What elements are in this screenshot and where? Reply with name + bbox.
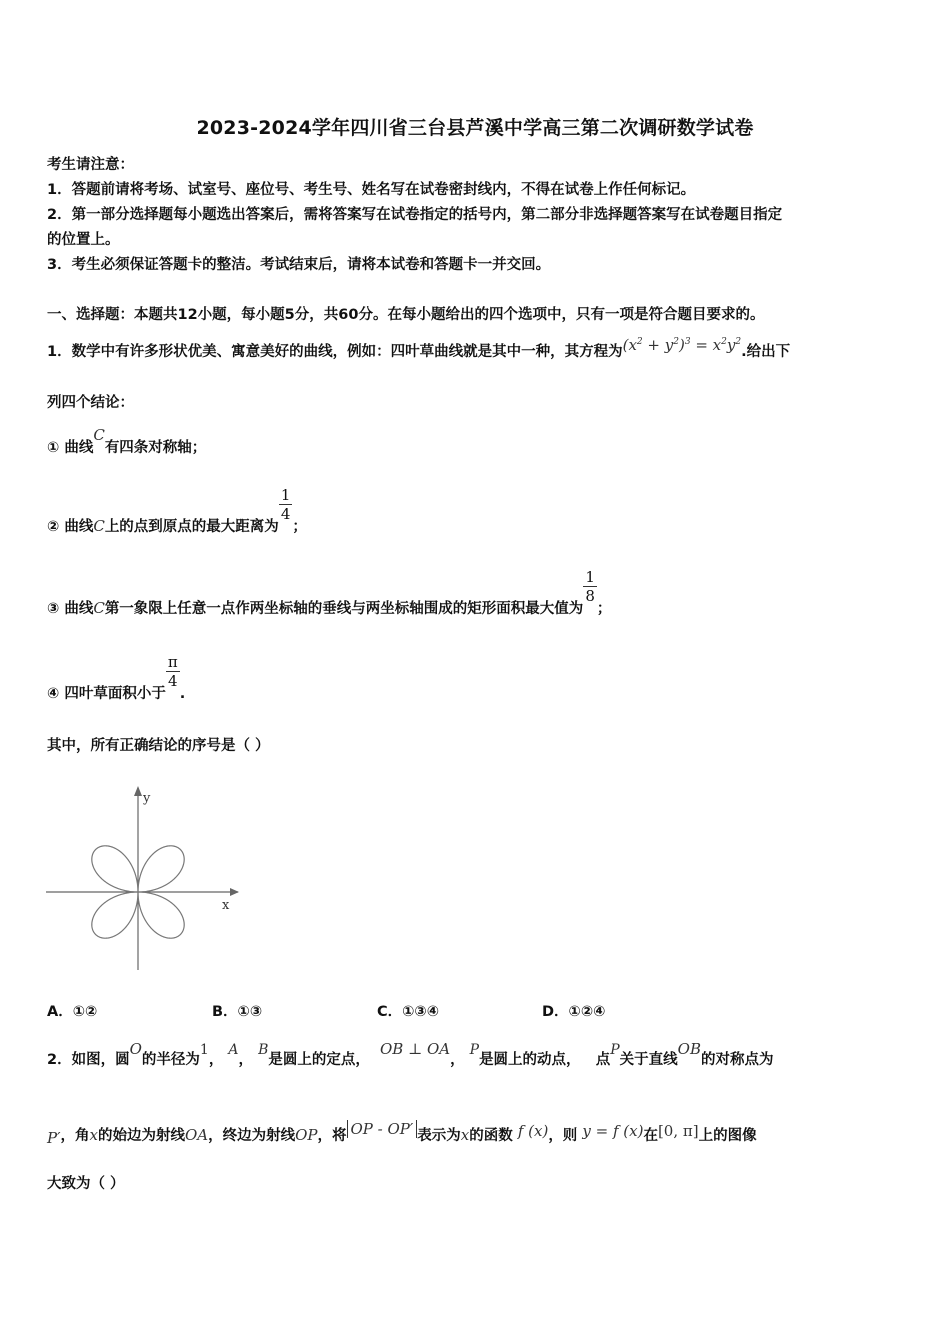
symbol-op: OP bbox=[295, 1126, 318, 1144]
symbol-p-prime: P′ bbox=[47, 1129, 61, 1147]
option-b[interactable]: B．①③ bbox=[212, 1004, 263, 1020]
q2-line-2 bbox=[47, 1120, 757, 1147]
symbol-p: P bbox=[610, 1042, 620, 1058]
option-c[interactable]: C．①③④ bbox=[377, 1004, 439, 1020]
function-y-eq-f: y = f (x) bbox=[582, 1122, 644, 1140]
function-f: f (x) bbox=[517, 1122, 549, 1140]
q1-conclusion-2 bbox=[47, 486, 307, 535]
q1-stem-end: .给出下 bbox=[741, 344, 791, 360]
fraction-one-quarter: $\frac{1}{4}$ bbox=[280, 486, 291, 523]
x-axis-arrow bbox=[230, 888, 239, 896]
q1-conclusion-4 bbox=[47, 653, 186, 702]
c4-end: . bbox=[179, 685, 186, 702]
x-axis-label: x bbox=[222, 898, 230, 913]
q2-text: ，终边为射线 bbox=[208, 1128, 296, 1144]
q2-text: ， bbox=[208, 1052, 224, 1068]
notice-item-1: 1．答题前请将考场、试室号、座位号、考生号、姓名写在试卷密封线内，不得在试卷上作任何标记。 bbox=[47, 182, 696, 198]
q2-text: 是圆上的定点， bbox=[268, 1052, 370, 1068]
fraction-pi-quarter: $\frac{\pi}{4}$ bbox=[167, 653, 178, 690]
c2-end: ； bbox=[292, 518, 307, 535]
q1-question: 其中，所有正确结论的序号是（ ） bbox=[47, 738, 270, 754]
c2-text: 上的点到原点的最大距离为 bbox=[104, 518, 279, 535]
q2-text: 关于直线 bbox=[619, 1052, 678, 1068]
q1-stem bbox=[47, 336, 791, 361]
q2-text: 点 bbox=[595, 1052, 611, 1068]
q2-text: ， bbox=[450, 1052, 465, 1068]
c4-prefix: ④ 四叶草面积小于 bbox=[47, 685, 166, 702]
section-heading: 一、选择题：本题共12小题，每小题5分，共60分。在每小题给出的四个选项中，只有一项是符合题目要求的。 bbox=[47, 307, 765, 323]
option-d[interactable]: D．①②④ bbox=[542, 1004, 606, 1020]
q1-stem-cont: 列四个结论： bbox=[47, 395, 134, 411]
q2-text: ，角 bbox=[60, 1128, 90, 1144]
q2-text: ，将 bbox=[317, 1128, 347, 1144]
c2-prefix: ② 曲线 bbox=[47, 518, 94, 535]
symbol-p: P bbox=[469, 1042, 480, 1058]
interval-expr: [0, π] bbox=[657, 1122, 699, 1140]
clover-figure bbox=[44, 782, 244, 974]
symbol-x: x bbox=[460, 1126, 470, 1144]
perpendicular-expr: OB ⊥ OA bbox=[379, 1040, 451, 1058]
notice-item-2-cont: 的位置上。 bbox=[47, 232, 120, 248]
symbol-x: x bbox=[89, 1126, 98, 1144]
q2-text: 是圆上的动点， bbox=[479, 1052, 581, 1068]
c3-prefix: ③ 曲线 bbox=[47, 600, 94, 617]
q2-text: ， bbox=[238, 1052, 254, 1068]
curve-c-symbol: C bbox=[93, 598, 105, 617]
c3-text: 第一象限上任意一点作两坐标轴的垂线与两坐标轴围成的矩形面积最大值为 bbox=[104, 600, 584, 617]
symbol-a: A bbox=[228, 1042, 239, 1058]
page-title: 2023-2024学年四川省三台县芦溪中学高三第二次调研数学试卷 bbox=[196, 117, 754, 139]
symbol-b: B bbox=[258, 1042, 269, 1058]
c3-end: ； bbox=[596, 600, 612, 617]
symbol-ob: OB bbox=[677, 1040, 701, 1058]
symbol-o: O bbox=[129, 1040, 142, 1058]
q2-text: ，则 bbox=[548, 1128, 578, 1144]
q2-text: 的始边为射线 bbox=[97, 1128, 185, 1144]
q1-conclusion-1 bbox=[47, 426, 207, 457]
q2-text: 上的图像 bbox=[698, 1128, 757, 1144]
option-a[interactable]: A．①② bbox=[47, 1004, 98, 1020]
curve-c-symbol: C bbox=[93, 426, 105, 444]
notice-heading: 考生请注意： bbox=[47, 157, 134, 173]
abs-expression: OP - OP′ bbox=[347, 1120, 418, 1138]
c1-prefix: ① 曲线 bbox=[47, 440, 94, 456]
notice-item-3: 3．考生必须保证答题卡的整洁。考试结束后，请将本试卷和答题卡一并交回。 bbox=[47, 257, 551, 273]
q1-stem-text: 1．数学中有许多形状优美、寓意美好的曲线，例如：四叶草曲线就是其中一种，其方程为 bbox=[47, 344, 623, 360]
q2-text: 的对称点为 bbox=[700, 1052, 774, 1068]
y-axis-arrow bbox=[134, 786, 142, 796]
fraction-one-eighth: $\frac{1}{8}$ bbox=[585, 568, 595, 605]
q2-line-3: 大致为（ ） bbox=[47, 1176, 125, 1192]
q2-text: 在 bbox=[643, 1128, 658, 1144]
curve-c-symbol: C bbox=[93, 516, 105, 535]
q2-line-1 bbox=[47, 1040, 774, 1069]
symbol-oa: OA bbox=[184, 1126, 209, 1144]
q1-conclusion-3 bbox=[47, 568, 612, 617]
symbol-one: 1 bbox=[199, 1042, 209, 1058]
q2-text: 表示为 bbox=[417, 1128, 461, 1144]
q1-equation: $(x^2 + y^2)^3 = x^2y^2$ bbox=[622, 336, 742, 354]
q2-text: 2．如图，圆 bbox=[47, 1052, 130, 1068]
q2-text: 的函数 bbox=[469, 1128, 513, 1144]
y-axis-label: y bbox=[143, 791, 151, 806]
notice-item-2: 2．第一部分选择题每小题选出答案后，需将答案写在试卷指定的括号内，第二部分非选择题答案写在试卷题目指定 bbox=[47, 207, 783, 223]
c1-text: 有四条对称轴； bbox=[104, 440, 207, 456]
q2-text: 的半径为 bbox=[141, 1052, 200, 1068]
